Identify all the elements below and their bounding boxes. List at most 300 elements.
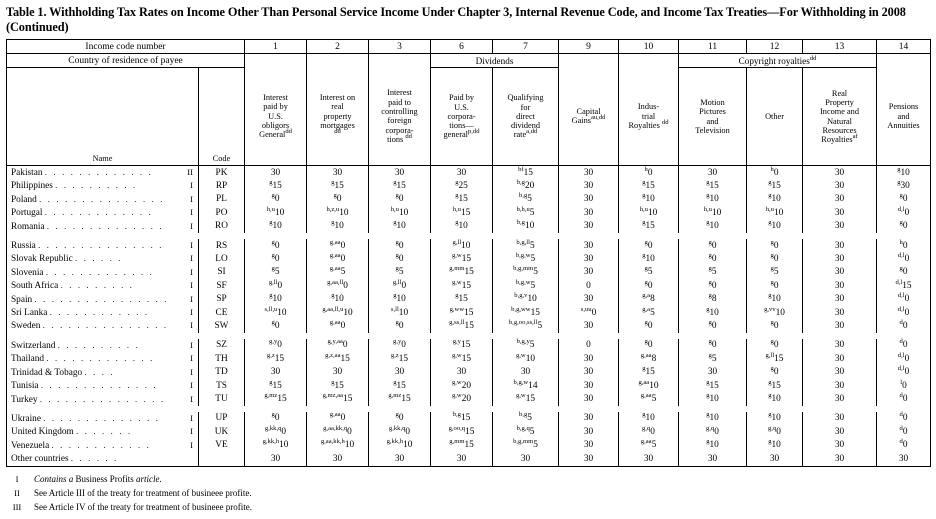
rate-cell-col-1: $^g$15 (245, 379, 307, 392)
row-country-name: Venezuela . . . . . . . . . . . . I (7, 439, 199, 452)
rate-cell-col-11: $^{d,l}$0 (877, 366, 931, 379)
rate-cell-col-9: $^g$5 (747, 266, 803, 279)
row-country-code: CE (199, 306, 245, 319)
code-number-7: 7 (493, 40, 559, 54)
rate-cell-col-1: $^{s,ll,u}$10 (245, 306, 307, 319)
rate-cell-col-8: $^g$0 (679, 252, 747, 265)
code-number-9: 9 (559, 40, 619, 54)
rate-cell-col-6: 30 (559, 452, 619, 466)
col-header-motion-pictures-tv: Motion Pictures and Television (679, 68, 747, 166)
rate-cell-col-8: 30 (679, 366, 747, 379)
rate-cell-col-9: $^{h,u}$10 (747, 206, 803, 219)
rate-cell-col-3: 30 (369, 166, 431, 179)
rate-cell-col-4: $^{g,w}$15 (431, 279, 493, 292)
rate-cell-col-4: $^g$25 (431, 179, 493, 192)
country-residence-label: Country of residence of payee (7, 54, 245, 68)
row-country-code: SZ (199, 339, 245, 352)
row-country-code: SF (199, 279, 245, 292)
rate-cell-col-8: $^{h,u}$10 (679, 206, 747, 219)
rate-cell-col-11: $^d$0 (877, 319, 931, 332)
withholding-table-header (6, 39, 931, 166)
rate-cell-col-9: $^{g,ll}$15 (747, 352, 803, 365)
rate-cell-col-2: $^g$10 (307, 293, 369, 306)
rate-cell-col-8: $^g$10 (679, 393, 747, 406)
rate-cell-col-6: 30 (559, 193, 619, 206)
row-country-name: Slovenia . . . . . . . . . . . . . I (7, 266, 199, 279)
rate-cell-col-2: $^{g,aa}$0 (307, 319, 369, 332)
table-row (7, 266, 931, 279)
rate-cell-col-7: $^g$15 (619, 366, 679, 379)
rate-cell-col-7: $^{g,a}$5 (619, 306, 679, 319)
rate-cell-col-3: $^g$0 (369, 252, 431, 265)
rate-cell-col-1: $^{h,u}$10 (245, 206, 307, 219)
rate-cell-col-10: 30 (803, 452, 877, 466)
rate-cell-col-5: $^{bf}$15 (493, 166, 559, 179)
header-row-descriptions (7, 68, 931, 166)
rate-cell-col-6: 30 (559, 352, 619, 365)
rate-cell-col-4: $^{g,w}$15 (431, 252, 493, 265)
code-number-14: 14 (877, 40, 931, 54)
row-country-name: Turkey . . . . . . . . . . . . . . . I (7, 393, 199, 406)
rate-cell-col-1: 30 (245, 166, 307, 179)
footnote-item (0, 474, 936, 484)
row-country-code: LO (199, 252, 245, 265)
row-country-code (199, 452, 245, 466)
rate-cell-col-2: 30 (307, 166, 369, 179)
rate-cell-col-11: $^{d,l}$0 (877, 206, 931, 219)
rate-cell-col-5: $^{b,h,u}$5 (493, 206, 559, 219)
rate-cell-col-7: $^g$0 (619, 339, 679, 352)
rate-cell-col-8: $^g$10 (679, 439, 747, 452)
table-row (7, 239, 931, 252)
code-number-2: 2 (307, 40, 369, 54)
rate-cell-col-2: $^{g,aa,ll}$0 (307, 279, 369, 292)
rate-cell-col-4: $^{g,w}$15 (431, 352, 493, 365)
rate-cell-col-1: 30 (245, 366, 307, 379)
rate-cell-col-6: 30 (559, 239, 619, 252)
rate-cell-col-9: $^{g,vv}$10 (747, 306, 803, 319)
rate-cell-col-3: $^g$0 (369, 412, 431, 425)
row-country-code: UP (199, 412, 245, 425)
footnotes (0, 474, 936, 512)
rate-cell-col-10: 30 (803, 252, 877, 265)
rate-cell-col-3: $^g$15 (369, 179, 431, 192)
rate-cell-col-10: 30 (803, 352, 877, 365)
rate-cell-col-7: $^{g,aa}$5 (619, 439, 679, 452)
rate-cell-col-10: 30 (803, 206, 877, 219)
row-country-name: Switzerland . . . . . . . . . . I (7, 339, 199, 352)
rate-cell-col-2: $^{g,aa}$0 (307, 239, 369, 252)
rate-cell-col-10: 30 (803, 279, 877, 292)
rate-cell-col-7: $^{g,q}$0 (619, 425, 679, 438)
rate-cell-col-3: $^g$0 (369, 319, 431, 332)
rate-cell-col-5: $^{b,g,oo,ss,ll}$5 (493, 319, 559, 332)
rate-cell-col-1: $^g$0 (245, 412, 307, 425)
rate-cell-col-6: 30 (559, 366, 619, 379)
rate-cell-col-10: 30 (803, 166, 877, 179)
rate-cell-col-4: $^g$15 (431, 193, 493, 206)
rate-cell-col-6: 30 (559, 293, 619, 306)
rate-cell-col-5: $^{b,g,v}$10 (493, 293, 559, 306)
rate-cell-col-2: $^{h,z,u}$10 (307, 206, 369, 219)
rate-cell-col-4: 30 (431, 166, 493, 179)
rate-cell-col-1: $^g$0 (245, 239, 307, 252)
rate-cell-col-10: 30 (803, 319, 877, 332)
rate-cell-col-1: $^g$0 (245, 252, 307, 265)
code-number-13: 13 (803, 40, 877, 54)
rate-cell-col-6: 30 (559, 206, 619, 219)
rate-cell-col-9: $^g$0 (747, 239, 803, 252)
table-row (7, 206, 931, 219)
rate-cell-col-2: $^{g,aa,ll,u}$10 (307, 306, 369, 319)
rate-cell-col-8: $^g$0 (679, 339, 747, 352)
row-country-code: RP (199, 179, 245, 192)
rate-cell-col-11: $^d$0 (877, 412, 931, 425)
row-country-code: PL (199, 193, 245, 206)
rate-cell-col-11: $^g$0 (877, 220, 931, 233)
rate-cell-col-7: $^g$0 (619, 279, 679, 292)
rate-cell-col-5: $^{b,g,w}$5 (493, 279, 559, 292)
rate-cell-col-11: $^g$10 (877, 166, 931, 179)
col3-group-blank (369, 54, 431, 68)
rate-cell-col-1: $^g$0 (245, 193, 307, 206)
col-header-dividends-general: Paid by U.S. corpora- tions— general$^{p,dd}$ (431, 68, 493, 166)
rate-cell-col-6: 30 (559, 319, 619, 332)
rate-cell-col-11: $^d$0 (877, 425, 931, 438)
row-country-code: RS (199, 239, 245, 252)
rate-cell-col-5: $^{g,w}$15 (493, 393, 559, 406)
rate-cell-col-6: 30 (559, 439, 619, 452)
rate-cell-col-9: $^g$10 (747, 412, 803, 425)
rate-cell-col-9: $^g$10 (747, 439, 803, 452)
rate-cell-col-11: $^d$0 (877, 393, 931, 406)
rate-cell-col-9: $^g$10 (747, 220, 803, 233)
rate-cell-col-4: $^{g,mm}$15 (431, 266, 493, 279)
code-number-6: 6 (431, 40, 493, 54)
rate-cell-col-1: $^g$10 (245, 220, 307, 233)
row-country-name: Russia . . . . . . . . . . . . . . . I (7, 239, 199, 252)
rate-cell-col-4: $^{h,u}$15 (431, 206, 493, 219)
rate-cell-col-1: $^g$15 (245, 179, 307, 192)
rate-cell-col-3: 30 (369, 452, 431, 466)
rate-cell-col-11: $^g$0 (877, 266, 931, 279)
dividends-group-header: Dividends (431, 54, 559, 68)
footnote-item (0, 488, 936, 498)
rate-cell-col-6: $^{s,uu}$0 (559, 306, 619, 319)
row-country-name: Romania . . . . . . . . . . . . . . I (7, 220, 199, 233)
table-row (7, 193, 931, 206)
rate-cell-col-11: $^d$0 (877, 439, 931, 452)
rate-cell-col-8: $^g$10 (679, 412, 747, 425)
rate-cell-col-8: $^g$15 (679, 179, 747, 192)
rate-cell-col-11: $^h$0 (877, 239, 931, 252)
rate-cell-col-2: $^{g,aa,kk,q}$0 (307, 425, 369, 438)
table-row (7, 166, 931, 179)
code-column-header: Code (199, 68, 245, 166)
rate-cell-col-7: $^g$0 (619, 239, 679, 252)
rate-cell-col-1: 30 (245, 452, 307, 466)
rate-cell-col-7: $^{g,aa}$10 (619, 379, 679, 392)
rate-cell-col-7: $^{g,aa}$5 (619, 393, 679, 406)
col-header-interest-controlling-foreign: Interest paid to controlling foreign corpora- tions $^{dd}$ (369, 68, 431, 166)
rate-cell-col-11: $^{d,l}$0 (877, 306, 931, 319)
col14-group-blank (877, 54, 931, 68)
rate-cell-col-5: $^{b,g}$5 (493, 193, 559, 206)
rate-cell-col-5: 30 (493, 366, 559, 379)
rate-cell-col-2: 30 (307, 366, 369, 379)
rate-cell-col-9: $^g$10 (747, 393, 803, 406)
rate-cell-col-3: $^{g,z}$15 (369, 352, 431, 365)
col10-group-blank (619, 54, 679, 68)
rate-cell-col-9: $^g$0 (747, 252, 803, 265)
rate-cell-col-7: $^{g,aa}$8 (619, 352, 679, 365)
footnote-text: See Article III of the treaty for treatment of busineee profite. (34, 487, 252, 498)
col-header-real-property-income: Real Property Income and Natural Resources Royalties$^{af}$ (803, 68, 877, 166)
rate-cell-col-6: 30 (559, 412, 619, 425)
rate-cell-col-6: 30 (559, 425, 619, 438)
rate-cell-col-4: $^{g,oo,q}$15 (431, 425, 493, 438)
col-header-capital-gains: Capital Gains$^{au,dd}$ (559, 68, 619, 166)
col-header-interest-general: Interest paid by U.S. obligors General$^{dd}$ (245, 68, 307, 166)
rate-cell-col-2: $^{g,aa}$0 (307, 252, 369, 265)
rate-cell-col-7: $^g$10 (619, 193, 679, 206)
rate-cell-col-8: $^g$10 (679, 220, 747, 233)
rate-cell-col-3: $^g$15 (369, 379, 431, 392)
rate-cell-col-10: 30 (803, 439, 877, 452)
row-country-name: Slovak Republic . . . . . . I (7, 252, 199, 265)
rate-cell-col-3: $^{g,y}$0 (369, 339, 431, 352)
table-title: Table 1. Withholding Tax Rates on Income Other Than Personal Service Income Under Chapter 3, Internal Revenue Code, and Income Tax Treaties—For Withholding in 2008 (Continued) (6, 5, 906, 34)
rate-cell-col-5: $^{b,g}$5 (493, 412, 559, 425)
rate-cell-col-8: $^{g,q}$0 (679, 425, 747, 438)
rate-cell-col-11: $^{d,l}$15 (877, 279, 931, 292)
name-column-header: Name (7, 68, 199, 166)
rate-cell-col-11: $^l$0 (877, 379, 931, 392)
table-row (7, 306, 931, 319)
rate-cell-col-1: $^g$0 (245, 319, 307, 332)
row-country-name: Spain . . . . . . . . . . . . . . . . I (7, 293, 199, 306)
code-number-1: 1 (245, 40, 307, 54)
rate-cell-col-7: $^{g,a}$8 (619, 293, 679, 306)
row-country-name: Thailand . . . . . . . . . . . . . I (7, 352, 199, 365)
rate-cell-col-9: $^h$0 (747, 166, 803, 179)
rate-cell-col-4: $^{g,mm}$15 (431, 439, 493, 452)
footnote-mark: I (15, 473, 19, 484)
rate-cell-col-2: $^g$10 (307, 220, 369, 233)
rate-cell-col-3: $^{g,kk,q}$0 (369, 425, 431, 438)
rate-cell-col-1: $^{g,kk,h}$10 (245, 439, 307, 452)
rate-cell-col-8: 30 (679, 166, 747, 179)
rate-cell-col-3: 30 (369, 366, 431, 379)
row-country-code: TH (199, 352, 245, 365)
rate-cell-col-5: $^{g,w}$10 (493, 352, 559, 365)
rate-cell-col-4: $^g$10 (431, 220, 493, 233)
col-header-other: Other (747, 68, 803, 166)
code-number-3: 3 (369, 40, 431, 54)
rate-cell-col-4: $^g$15 (431, 293, 493, 306)
rate-cell-col-4: $^{g,w}$20 (431, 393, 493, 406)
table-row (7, 439, 931, 452)
rate-cell-col-3: $^g$10 (369, 293, 431, 306)
rate-cell-col-2: $^{g,z,aa}$15 (307, 352, 369, 365)
rate-cell-col-3: $^g$0 (369, 239, 431, 252)
rate-cell-col-3: $^{g,kk,h}$10 (369, 439, 431, 452)
col9-group-blank (559, 54, 619, 68)
rate-cell-col-1: $^{g,mz}$15 (245, 393, 307, 406)
rate-cell-col-10: 30 (803, 306, 877, 319)
col-header-industrial-royalties: Indus- trial Royalties $^{dd}$ (619, 68, 679, 166)
withholding-table-body (6, 166, 931, 467)
rate-cell-col-1: $^{g,ll}$0 (245, 279, 307, 292)
rate-cell-col-2: $^{g,y,aa}$0 (307, 339, 369, 352)
rate-cell-col-9: $^{g,q}$0 (747, 425, 803, 438)
rate-cell-col-6: 30 (559, 379, 619, 392)
rate-cell-col-1: $^g$10 (245, 293, 307, 306)
footnote-item (0, 502, 936, 512)
footnote-mark: III (12, 501, 22, 512)
rate-cell-col-7: $^h$0 (619, 166, 679, 179)
row-country-code: SI (199, 266, 245, 279)
rate-cell-col-6: 0 (559, 279, 619, 292)
rate-cell-col-7: $^{h,u}$10 (619, 206, 679, 219)
row-country-code: UK (199, 425, 245, 438)
rate-cell-col-3: $^{g,ll}$0 (369, 279, 431, 292)
rate-cell-col-10: 30 (803, 339, 877, 352)
rate-cell-col-6: 30 (559, 393, 619, 406)
row-country-code: TS (199, 379, 245, 392)
rate-cell-col-2: $^g$15 (307, 379, 369, 392)
rate-cell-col-9: $^g$0 (747, 339, 803, 352)
rate-cell-col-4: $^{g,ll}$10 (431, 239, 493, 252)
rate-cell-col-7: 30 (619, 452, 679, 466)
row-country-name: Portugal . . . . . . . . . . . . . I (7, 206, 199, 219)
col2-group-blank (307, 54, 369, 68)
rate-cell-col-6: 30 (559, 179, 619, 192)
row-country-code: TU (199, 393, 245, 406)
row-country-code: VE (199, 439, 245, 452)
rate-cell-col-10: 30 (803, 393, 877, 406)
row-country-name: Sri Lanka . . . . . . . . . . . . I (7, 306, 199, 319)
rate-cell-col-7: $^g$10 (619, 412, 679, 425)
rate-cell-col-6: 30 (559, 166, 619, 179)
rate-cell-col-7: $^g$5 (619, 266, 679, 279)
rate-cell-col-1: $^{g,y}$0 (245, 339, 307, 352)
rate-cell-col-10: 30 (803, 266, 877, 279)
table-row (7, 339, 931, 352)
rate-cell-col-3: $^{g,mz}$15 (369, 393, 431, 406)
rate-cell-col-5: $^{b,g}$10 (493, 220, 559, 233)
rate-cell-col-5: $^{b,g,mm}$5 (493, 439, 559, 452)
header-row-code-numbers (7, 40, 931, 54)
row-country-name: Other countries . . . . . . (7, 452, 199, 466)
row-country-name: South Africa . . . . . . . . . I (7, 279, 199, 292)
rate-cell-col-3: $^{s,ll}$10 (369, 306, 431, 319)
rate-cell-col-10: 30 (803, 412, 877, 425)
code-number-10: 10 (619, 40, 679, 54)
table-row (7, 412, 931, 425)
footnote-text: Contains a Business Profits article. (34, 473, 162, 484)
rate-cell-col-10: 30 (803, 239, 877, 252)
rate-cell-col-8: 30 (679, 452, 747, 466)
row-country-name: Poland . . . . . . . . . . . . . . . I (7, 193, 199, 206)
row-country-name: Sweden . . . . . . . . . . . . . . . I (7, 319, 199, 332)
rate-cell-col-9: $^g$0 (747, 319, 803, 332)
rate-cell-col-11: $^{d,l}$0 (877, 293, 931, 306)
rate-cell-col-11: $^g$30 (877, 179, 931, 192)
table-row (7, 252, 931, 265)
footnote-mark: II (14, 487, 20, 498)
rate-cell-col-5: $^{b,g,w}$5 (493, 252, 559, 265)
rate-cell-col-9: $^g$15 (747, 179, 803, 192)
table-row (7, 425, 931, 438)
col-header-pensions-annuities: Pensions and Annuities (877, 68, 931, 166)
row-country-name: Trinidad & Tobago . . . . I (7, 366, 199, 379)
rate-cell-col-11: 30 (877, 452, 931, 466)
rate-cell-col-2: $^{g,aa}$0 (307, 412, 369, 425)
rate-cell-col-8: $^g$10 (679, 193, 747, 206)
rate-cell-col-7: $^g$15 (619, 220, 679, 233)
rate-cell-col-6: 30 (559, 266, 619, 279)
rate-cell-col-5: 30 (493, 452, 559, 466)
rate-cell-col-3: $^g$10 (369, 220, 431, 233)
rate-cell-col-10: 30 (803, 425, 877, 438)
row-country-name: United Kingdom . . . . . . . I (7, 425, 199, 438)
rate-cell-col-5: $^{b,g,y}$5 (493, 339, 559, 352)
row-country-name: Tunisia . . . . . . . . . . . . . . I (7, 379, 199, 392)
rate-cell-col-5: $^{b,g,mm}$5 (493, 266, 559, 279)
col-header-dividends-direct-rate: Qualifying for direct dividend rate$^{a,dd}$ (493, 68, 559, 166)
rate-cell-col-1: $^{g,kk,q}$0 (245, 425, 307, 438)
rate-cell-col-2: $^{g,aa,kk,h}$10 (307, 439, 369, 452)
rate-cell-col-8: $^g$5 (679, 352, 747, 365)
table-row (7, 279, 931, 292)
rate-cell-col-11: $^{d,l}$0 (877, 352, 931, 365)
rate-cell-col-10: 30 (803, 366, 877, 379)
rate-cell-col-2: $^{g,aa}$5 (307, 266, 369, 279)
rate-cell-col-11: $^d$0 (877, 339, 931, 352)
rate-cell-col-5: $^{b,g,ww}$15 (493, 306, 559, 319)
rate-cell-col-2: $^g$15 (307, 179, 369, 192)
code-number-11: 11 (679, 40, 747, 54)
table-row (7, 293, 931, 306)
rate-cell-col-9: $^g$0 (747, 279, 803, 292)
rate-cell-col-3: $^g$0 (369, 193, 431, 206)
rate-cell-col-9: $^g$10 (747, 293, 803, 306)
rate-cell-col-9: $^g$0 (747, 366, 803, 379)
rate-cell-col-9: $^g$15 (747, 379, 803, 392)
row-country-code: TD (199, 366, 245, 379)
rate-cell-col-10: 30 (803, 179, 877, 192)
row-country-name: Ukraine . . . . . . . . . . . . . . I (7, 412, 199, 425)
rate-cell-col-8: $^g$0 (679, 239, 747, 252)
table-row (7, 379, 931, 392)
table-row (7, 179, 931, 192)
rate-cell-col-7: $^g$10 (619, 252, 679, 265)
rate-cell-col-4: 30 (431, 452, 493, 466)
rate-cell-col-2: 30 (307, 452, 369, 466)
rate-cell-col-8: $^g$5 (679, 266, 747, 279)
rate-cell-col-4: $^{b,g}$15 (431, 412, 493, 425)
rate-cell-col-8: $^g$10 (679, 306, 747, 319)
rate-cell-col-6: 30 (559, 220, 619, 233)
rate-cell-col-10: 30 (803, 379, 877, 392)
header-row-groups (7, 54, 931, 68)
row-country-name: Philippines . . . . . . . . . . I (7, 179, 199, 192)
row-country-code: SP (199, 293, 245, 306)
rate-cell-col-4: $^{g,ss,ll}$15 (431, 319, 493, 332)
rate-cell-col-7: $^g$0 (619, 319, 679, 332)
rate-cell-col-10: 30 (803, 193, 877, 206)
